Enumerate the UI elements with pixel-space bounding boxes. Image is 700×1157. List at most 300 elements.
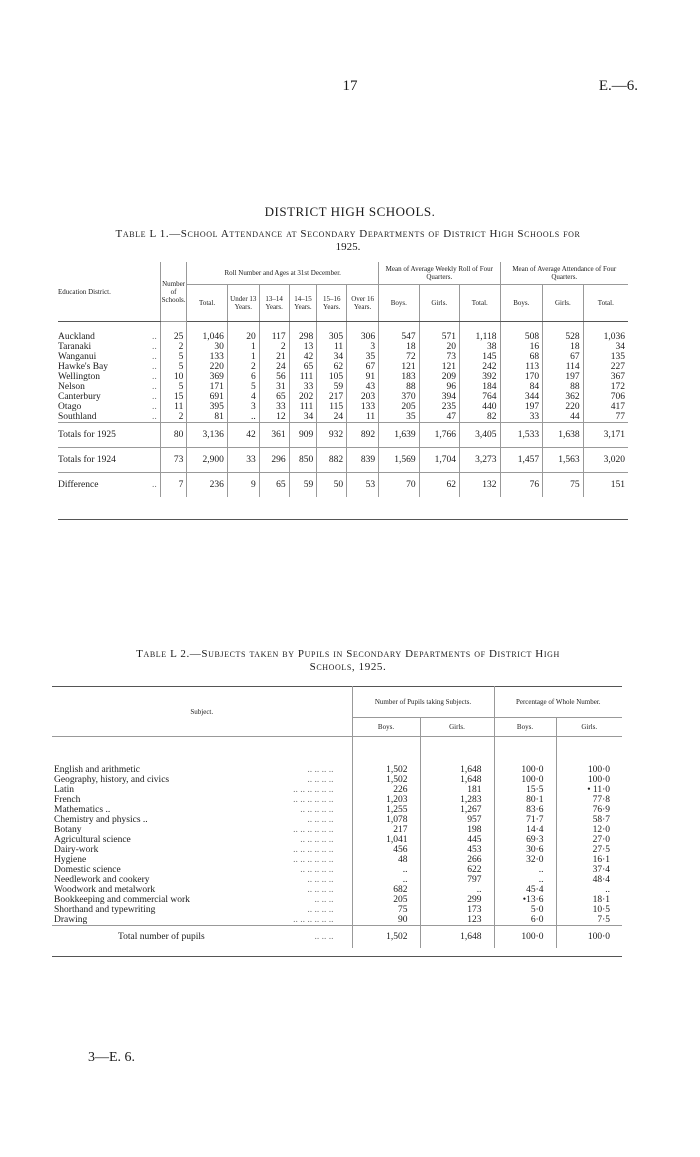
cell-value: 839 bbox=[347, 448, 379, 473]
table-row bbox=[52, 865, 622, 875]
subject-label: Botany bbox=[54, 825, 82, 835]
cell-value: 117 bbox=[259, 322, 289, 343]
cell-value: 115 bbox=[317, 402, 347, 412]
cell-value: 75 bbox=[543, 473, 583, 498]
district-name bbox=[58, 372, 160, 382]
cell-value: 622 bbox=[420, 865, 494, 875]
cell-value: 1,533 bbox=[500, 423, 543, 448]
cell-value: 202 bbox=[289, 392, 317, 402]
cell-value: 1,766 bbox=[419, 423, 459, 448]
subject-cell bbox=[52, 835, 352, 845]
page-number: 17 bbox=[342, 78, 358, 94]
cell-value: 5 bbox=[160, 382, 187, 392]
th-15-16: 15–16 Years. bbox=[317, 285, 347, 322]
th-over16: Over 16 Years. bbox=[347, 285, 379, 322]
cell-value: 198 bbox=[420, 825, 494, 835]
leader-dots: .. .. .. .. bbox=[307, 775, 334, 785]
cell-value: 33 bbox=[227, 448, 259, 473]
cell-value: 172 bbox=[583, 382, 628, 392]
table-row bbox=[58, 392, 628, 402]
leader-dots: .. .. .. .. bbox=[307, 815, 334, 825]
cell-value: • 11·0 bbox=[556, 785, 622, 795]
cell-value: 100·0 bbox=[556, 775, 622, 785]
cell-value: 205 bbox=[352, 895, 420, 905]
cell-value: 76 bbox=[500, 473, 543, 498]
cell-value: 16·1 bbox=[556, 855, 622, 865]
row-label: Southland bbox=[58, 412, 97, 422]
cell-value: 38 bbox=[460, 342, 500, 352]
row-label: Wellington bbox=[58, 372, 100, 382]
table2-bottom-rule bbox=[52, 956, 622, 957]
table-row bbox=[52, 805, 622, 815]
cell-value: 75 bbox=[352, 905, 420, 915]
cell-value: 306 bbox=[347, 322, 379, 343]
cell-value: 1,638 bbox=[543, 423, 583, 448]
cell-value: 100·0 bbox=[556, 926, 622, 949]
cell-value: 16 bbox=[500, 342, 543, 352]
cell-value: 170 bbox=[500, 372, 543, 382]
cell-value: 45·4 bbox=[494, 885, 556, 895]
subject-cell bbox=[52, 895, 352, 905]
cell-value: 145 bbox=[460, 352, 500, 362]
cell-value: 6 bbox=[227, 372, 259, 382]
cell-value: 226 bbox=[352, 785, 420, 795]
leader-dots: .. bbox=[152, 362, 157, 372]
table-row bbox=[58, 352, 628, 362]
cell-value: 1,203 bbox=[352, 795, 420, 805]
subject-label: Geography, history, and civics bbox=[54, 775, 170, 785]
cell-value: 69·3 bbox=[494, 835, 556, 845]
row-label: Taranaki bbox=[58, 342, 92, 352]
district-name bbox=[58, 392, 160, 402]
cell-value: 15·5 bbox=[494, 785, 556, 795]
cell-value: 197 bbox=[543, 372, 583, 382]
leader-dots: .. .. .. .. .. bbox=[300, 865, 334, 875]
cell-value: 56 bbox=[259, 372, 289, 382]
cell-value: 183 bbox=[379, 372, 419, 382]
cell-value: 367 bbox=[583, 372, 628, 382]
cell-value: 197 bbox=[500, 402, 543, 412]
leader-dots: .. .. .. .. .. bbox=[300, 805, 334, 815]
leader-dots: .. .. .. .. bbox=[307, 875, 334, 885]
cell-value: 77·8 bbox=[556, 795, 622, 805]
cell-value: 236 bbox=[187, 473, 227, 498]
th-weekly-girls: Girls. bbox=[419, 285, 459, 322]
cell-value: .. bbox=[352, 875, 420, 885]
cell-value: 100·0 bbox=[494, 775, 556, 785]
th-percent-group: Percentage of Whole Number. bbox=[494, 687, 622, 718]
cell-value: 65 bbox=[259, 392, 289, 402]
th-weekly-total: Total. bbox=[460, 285, 500, 322]
cell-value: 344 bbox=[500, 392, 543, 402]
attendance-body bbox=[58, 322, 628, 498]
th-attend-girls: Girls. bbox=[543, 285, 583, 322]
cell-value: 2,900 bbox=[187, 448, 227, 473]
cell-value: 1 bbox=[227, 352, 259, 362]
th-subject: Subject. bbox=[52, 687, 352, 737]
cell-value: 1,502 bbox=[352, 737, 420, 776]
cell-value: 132 bbox=[460, 473, 500, 498]
leader-dots: .. bbox=[152, 480, 157, 490]
cell-value: 217 bbox=[317, 392, 347, 402]
table1-bottom-rule bbox=[58, 519, 628, 520]
cell-value: 392 bbox=[460, 372, 500, 382]
cell-value: 957 bbox=[420, 815, 494, 825]
cell-value: 5 bbox=[227, 382, 259, 392]
table-row bbox=[58, 473, 628, 498]
table-row bbox=[52, 835, 622, 845]
th-schools: Number of Schools. bbox=[160, 262, 187, 322]
cell-value: 445 bbox=[420, 835, 494, 845]
subject-label: French bbox=[54, 795, 81, 805]
cell-value: 3,136 bbox=[187, 423, 227, 448]
cell-value: 10 bbox=[160, 372, 187, 382]
cell-value: 909 bbox=[289, 423, 317, 448]
cell-value: 547 bbox=[379, 322, 419, 343]
cell-value: 220 bbox=[543, 402, 583, 412]
cell-value: 33 bbox=[500, 412, 543, 423]
th-pct-boys: Boys. bbox=[494, 718, 556, 737]
cell-value: 3,020 bbox=[583, 448, 628, 473]
subject-label: Bookkeeping and commercial work bbox=[54, 895, 190, 905]
cell-value: 5 bbox=[160, 352, 187, 362]
table-row bbox=[58, 322, 628, 343]
leader-dots: .. .. .. .. .. .. bbox=[293, 795, 334, 805]
cell-value: 111 bbox=[289, 402, 317, 412]
district-name bbox=[58, 423, 160, 448]
section-heading: DISTRICT HIGH SCHOOLS. bbox=[264, 204, 436, 219]
cell-value: 217 bbox=[352, 825, 420, 835]
cell-value: 571 bbox=[419, 322, 459, 343]
cell-value: 100·0 bbox=[494, 737, 556, 776]
cell-value: 34 bbox=[317, 352, 347, 362]
subject-label: Chemistry and physics .. bbox=[54, 815, 148, 825]
cell-value: 88 bbox=[379, 382, 419, 392]
cell-value: 121 bbox=[419, 362, 459, 372]
cell-value: 227 bbox=[583, 362, 628, 372]
cell-value: 3 bbox=[347, 342, 379, 352]
cell-value: 72 bbox=[379, 352, 419, 362]
cell-value: 691 bbox=[187, 392, 227, 402]
cell-value: 1,563 bbox=[543, 448, 583, 473]
cell-value: 77 bbox=[583, 412, 628, 423]
leader-dots: .. bbox=[152, 412, 157, 422]
cell-value: 932 bbox=[317, 423, 347, 448]
cell-value: 105 bbox=[317, 372, 347, 382]
cell-value: 34 bbox=[583, 342, 628, 352]
cell-value: 205 bbox=[379, 402, 419, 412]
cell-value: 1,283 bbox=[420, 795, 494, 805]
cell-value: 171 bbox=[187, 382, 227, 392]
cell-value: 764 bbox=[460, 392, 500, 402]
cell-value: 1,046 bbox=[187, 322, 227, 343]
subject-label: Total number of pupils bbox=[118, 932, 205, 942]
cell-value: 7 bbox=[160, 473, 187, 498]
cell-value: 682 bbox=[352, 885, 420, 895]
subjects-table bbox=[52, 686, 622, 948]
leader-dots: .. .. .. .. bbox=[307, 765, 334, 775]
row-label: Auckland bbox=[58, 332, 95, 342]
subject-label: Shorthand and typewriting bbox=[54, 905, 156, 915]
cell-value: 1,502 bbox=[352, 926, 420, 949]
cell-value: 114 bbox=[543, 362, 583, 372]
subject-cell bbox=[52, 865, 352, 875]
cell-value: 266 bbox=[420, 855, 494, 865]
cell-value: 67 bbox=[543, 352, 583, 362]
row-label: Canterbury bbox=[58, 392, 101, 402]
cell-value: 882 bbox=[317, 448, 347, 473]
cell-value: 361 bbox=[259, 423, 289, 448]
cell-value: 62 bbox=[419, 473, 459, 498]
subjects-body bbox=[52, 737, 622, 949]
cell-value: 11 bbox=[347, 412, 379, 423]
row-label: Wanganui bbox=[58, 352, 97, 362]
cell-value: 1 bbox=[227, 342, 259, 352]
cell-value: 528 bbox=[543, 322, 583, 343]
leader-dots: .. bbox=[152, 342, 157, 352]
cell-value: 80·1 bbox=[494, 795, 556, 805]
table-row bbox=[52, 845, 622, 855]
cell-value: 27·5 bbox=[556, 845, 622, 855]
cell-value: 184 bbox=[460, 382, 500, 392]
table-row bbox=[58, 423, 628, 448]
subject-cell bbox=[52, 805, 352, 815]
th-num-boys: Boys. bbox=[352, 718, 420, 737]
cell-value: 20 bbox=[227, 322, 259, 343]
subject-label: Woodwork and metalwork bbox=[54, 885, 156, 895]
th-attend-group: Mean of Average Attendance of Four Quarters. bbox=[500, 262, 628, 285]
cell-value: 73 bbox=[419, 352, 459, 362]
cell-value: 453 bbox=[420, 845, 494, 855]
cell-value: 48·4 bbox=[556, 875, 622, 885]
attendance-table bbox=[58, 262, 628, 497]
leader-dots: .. .. .. .. .. bbox=[300, 835, 334, 845]
cell-value: 370 bbox=[379, 392, 419, 402]
th-weekly-boys: Boys. bbox=[379, 285, 419, 322]
leader-dots: .. .. .. .. .. .. bbox=[293, 845, 334, 855]
cell-value: 42 bbox=[289, 352, 317, 362]
table-row bbox=[52, 815, 622, 825]
leader-dots: .. bbox=[152, 392, 157, 402]
table-row bbox=[52, 895, 622, 905]
cell-value: 88 bbox=[543, 382, 583, 392]
cell-value: 18·1 bbox=[556, 895, 622, 905]
cell-value: 1,078 bbox=[352, 815, 420, 825]
cell-value: 10·5 bbox=[556, 905, 622, 915]
cell-value: 133 bbox=[187, 352, 227, 362]
cell-value: 362 bbox=[543, 392, 583, 402]
table1-caption-line1: Table L 1.—School Attendance at Secondary Departments of District High Schools for bbox=[115, 228, 581, 240]
district-name bbox=[58, 382, 160, 392]
subject-cell bbox=[52, 795, 352, 805]
cell-value: 797 bbox=[420, 875, 494, 885]
table2-caption-line2: Schools, 1925. bbox=[309, 661, 387, 673]
leader-dots: .. .. .. .. .. .. bbox=[293, 855, 334, 865]
cell-value: 21 bbox=[259, 352, 289, 362]
cell-value: 11 bbox=[317, 342, 347, 352]
table-row bbox=[52, 926, 622, 949]
row-label: Totals for 1925 bbox=[58, 430, 116, 440]
cell-value: 850 bbox=[289, 448, 317, 473]
row-label: Otago bbox=[58, 402, 82, 412]
cell-value: 59 bbox=[317, 382, 347, 392]
cell-value: 1,639 bbox=[379, 423, 419, 448]
cell-value: 84 bbox=[500, 382, 543, 392]
cell-value: 706 bbox=[583, 392, 628, 402]
th-number-group: Number of Pupils taking Subjects. bbox=[352, 687, 494, 718]
cell-value: 62 bbox=[317, 362, 347, 372]
leader-dots: .. .. .. .. .. .. bbox=[293, 825, 334, 835]
cell-value: 59 bbox=[289, 473, 317, 498]
cell-value: 83·6 bbox=[494, 805, 556, 815]
cell-value: 18 bbox=[379, 342, 419, 352]
cell-value: .. bbox=[494, 865, 556, 875]
footer-signature: 3—E. 6. bbox=[88, 1050, 136, 1065]
cell-value: 121 bbox=[379, 362, 419, 372]
cell-value: 12·0 bbox=[556, 825, 622, 835]
cell-value: 44 bbox=[543, 412, 583, 423]
row-label: Totals for 1924 bbox=[58, 455, 116, 465]
table-row bbox=[52, 737, 622, 776]
cell-value: 73 bbox=[160, 448, 187, 473]
cell-value: .. bbox=[352, 865, 420, 875]
leader-dots: .. .. .. .. bbox=[307, 885, 334, 895]
cell-value: 34 bbox=[289, 412, 317, 423]
leader-dots: .. bbox=[152, 402, 157, 412]
cell-value: 30 bbox=[187, 342, 227, 352]
cell-value: 24 bbox=[317, 412, 347, 423]
table2-caption-line1: Table L 2.—Subjects taken by Pupils in Secondary Departments of District High bbox=[136, 648, 560, 660]
cell-value: 2 bbox=[160, 342, 187, 352]
cell-value: 47 bbox=[419, 412, 459, 423]
cell-value: 1,041 bbox=[352, 835, 420, 845]
subject-cell bbox=[52, 885, 352, 895]
subject-label: Needlework and cookery bbox=[54, 875, 150, 885]
cell-value: 113 bbox=[500, 362, 543, 372]
th-district: Education District. bbox=[58, 262, 160, 322]
table-row bbox=[52, 905, 622, 915]
cell-value: 1,648 bbox=[420, 926, 494, 949]
cell-value: 394 bbox=[419, 392, 459, 402]
cell-value: 135 bbox=[583, 352, 628, 362]
cell-value: 50 bbox=[317, 473, 347, 498]
th-roll-group: Roll Number and Ages at 31st December. bbox=[187, 262, 379, 285]
district-name bbox=[58, 322, 160, 343]
table-row bbox=[58, 362, 628, 372]
district-name bbox=[58, 473, 160, 498]
cell-value: 67 bbox=[347, 362, 379, 372]
cell-value: 82 bbox=[460, 412, 500, 423]
table-row bbox=[52, 825, 622, 835]
cell-value: 133 bbox=[347, 402, 379, 412]
cell-value: 1,502 bbox=[352, 775, 420, 785]
cell-value: 3,405 bbox=[460, 423, 500, 448]
th-attend-total: Total. bbox=[583, 285, 628, 322]
th-attend-boys: Boys. bbox=[500, 285, 543, 322]
subject-cell bbox=[52, 815, 352, 825]
cell-value: 508 bbox=[500, 322, 543, 343]
leader-dots: .. .. .. bbox=[314, 932, 334, 942]
cell-value: 3 bbox=[227, 402, 259, 412]
subject-label: Drawing bbox=[54, 915, 88, 925]
cell-value: 33 bbox=[289, 382, 317, 392]
cell-value: 1,569 bbox=[379, 448, 419, 473]
subject-cell bbox=[52, 926, 352, 949]
cell-value: 1,704 bbox=[419, 448, 459, 473]
cell-value: 203 bbox=[347, 392, 379, 402]
table-row bbox=[52, 795, 622, 805]
table1-caption-line2: 1925. bbox=[335, 241, 361, 253]
cell-value: 91 bbox=[347, 372, 379, 382]
cell-value: 42 bbox=[227, 423, 259, 448]
subject-label: Domestic science bbox=[54, 865, 121, 875]
leader-dots: .. bbox=[152, 372, 157, 382]
table-row bbox=[58, 402, 628, 412]
cell-value: 2 bbox=[259, 342, 289, 352]
cell-value: 58·7 bbox=[556, 815, 622, 825]
page-code: E.—6. bbox=[598, 78, 638, 94]
cell-value: 299 bbox=[420, 895, 494, 905]
leader-dots: .. bbox=[152, 352, 157, 362]
row-label: Nelson bbox=[58, 382, 85, 392]
cell-value: 32·0 bbox=[494, 855, 556, 865]
row-label: Hawke's Bay bbox=[58, 362, 108, 372]
cell-value: 1,457 bbox=[500, 448, 543, 473]
cell-value: .. bbox=[227, 412, 259, 423]
cell-value: 81 bbox=[187, 412, 227, 423]
cell-value: 220 bbox=[187, 362, 227, 372]
table2-caption bbox=[58, 648, 638, 674]
cell-value: 151 bbox=[583, 473, 628, 498]
subject-cell bbox=[52, 775, 352, 785]
subject-cell bbox=[52, 855, 352, 865]
leader-dots: .. .. .. .. .. .. bbox=[293, 785, 334, 795]
cell-value: 235 bbox=[419, 402, 459, 412]
subject-label: Hygiene bbox=[54, 855, 87, 865]
subject-label: Dairy-work bbox=[54, 845, 99, 855]
cell-value: 173 bbox=[420, 905, 494, 915]
cell-value: 1,036 bbox=[583, 322, 628, 343]
cell-value: 5·0 bbox=[494, 905, 556, 915]
table1-caption bbox=[58, 228, 638, 254]
district-name bbox=[58, 402, 160, 412]
cell-value: 15 bbox=[160, 392, 187, 402]
cell-value: 9 bbox=[227, 473, 259, 498]
cell-value: 71·7 bbox=[494, 815, 556, 825]
leader-dots: .. bbox=[152, 382, 157, 392]
cell-value: 24 bbox=[259, 362, 289, 372]
cell-value: 296 bbox=[259, 448, 289, 473]
cell-value: 48 bbox=[352, 855, 420, 865]
cell-value: 37·4 bbox=[556, 865, 622, 875]
subject-cell bbox=[52, 875, 352, 885]
table-row bbox=[52, 785, 622, 795]
cell-value: 305 bbox=[317, 322, 347, 343]
cell-value: 298 bbox=[289, 322, 317, 343]
cell-value: 43 bbox=[347, 382, 379, 392]
cell-value: 65 bbox=[259, 473, 289, 498]
table-row bbox=[58, 382, 628, 392]
cell-value: 35 bbox=[347, 352, 379, 362]
table-row bbox=[58, 372, 628, 382]
table-row bbox=[52, 775, 622, 785]
subject-label: Latin bbox=[54, 785, 75, 795]
th-total: Total. bbox=[187, 285, 227, 322]
th-weekly-group: Mean of Average Weekly Roll of Four Quarters. bbox=[379, 262, 500, 285]
th-13-14: 13–14 Years. bbox=[259, 285, 289, 322]
cell-value: 242 bbox=[460, 362, 500, 372]
cell-value: 80 bbox=[160, 423, 187, 448]
